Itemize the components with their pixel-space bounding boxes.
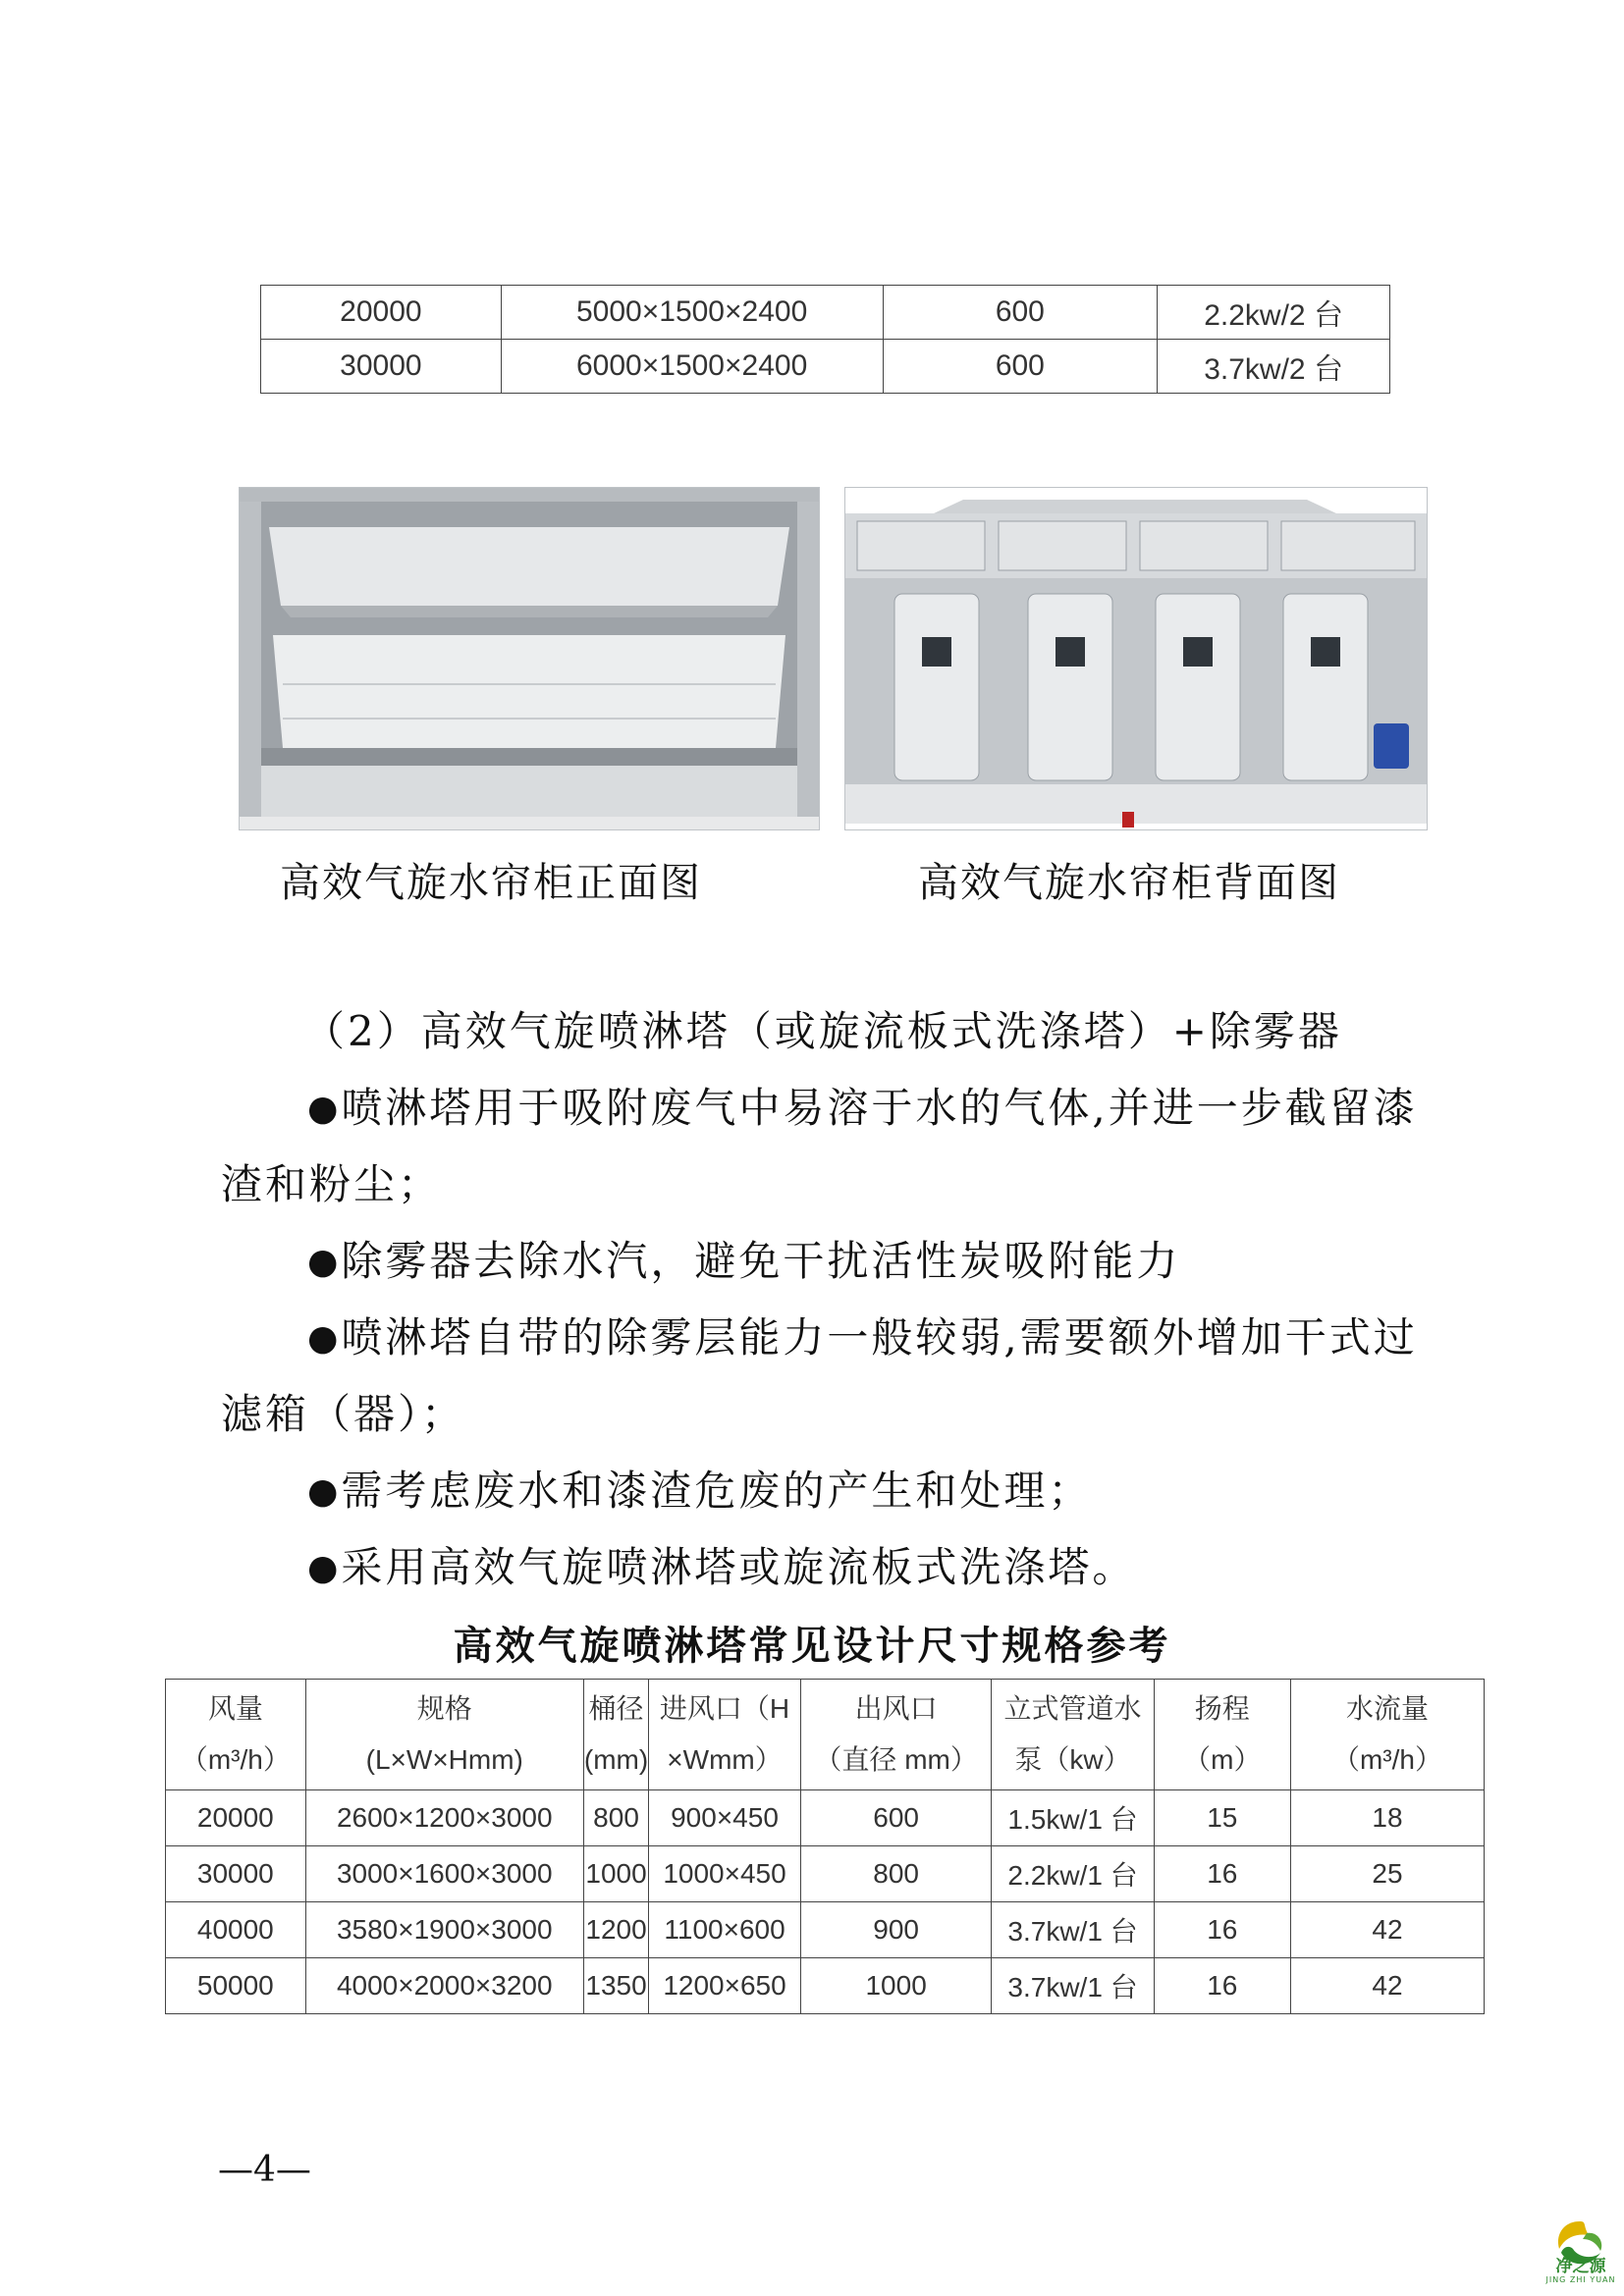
column-header: 出风口 （直径 mm） — [800, 1680, 992, 1790]
bullet-icon: ● — [307, 1242, 342, 1282]
bullet-text: 采用高效气旋喷淋塔或旋流板式洗涤塔。 — [341, 1543, 1137, 1591]
table-cell: 1.5kw/1 台 — [992, 1790, 1154, 1846]
brand-name: 净之源 — [1555, 2257, 1606, 2276]
back-view-caption: 高效气旋水帘柜背面图 — [918, 859, 1340, 906]
front-view-caption: 高效气旋水帘柜正面图 — [280, 859, 702, 906]
table-cell: 3580×1900×3000 — [305, 1902, 583, 1958]
table-cell: 40000 — [166, 1902, 306, 1958]
table-cell: 20000 — [166, 1790, 306, 1846]
table-cell: 50000 — [166, 1958, 306, 2014]
back-view-photo — [844, 487, 1428, 830]
column-header: 扬程 （m） — [1154, 1680, 1290, 1790]
bullet-icon: ● — [307, 1548, 342, 1588]
table-cell: 6000×1500×2400 — [501, 340, 883, 394]
table-cell: 16 — [1154, 1958, 1290, 2014]
table-row — [166, 1846, 1485, 1902]
section-heading — [221, 993, 1438, 1070]
brand-pinyin: JING ZHI YUAN — [1545, 2275, 1616, 2284]
table-cell: 1000×450 — [649, 1846, 801, 1902]
spec-table — [165, 1679, 1485, 2014]
column-header: 立式管道水 泵（kw） — [992, 1680, 1154, 1790]
column-header: 规格 (L×W×Hmm) — [305, 1680, 583, 1790]
table-cell: 3.7kw/2 台 — [1158, 340, 1390, 394]
table-row — [261, 286, 1390, 340]
table-cell: 18 — [1290, 1790, 1484, 1846]
front-view-photo — [239, 487, 820, 830]
table-cell: 2600×1200×3000 — [305, 1790, 583, 1846]
table-row — [261, 340, 1390, 394]
section-heading-text: （2）高效气旋喷淋塔（或旋流板式洗涤塔）+除雾器 — [303, 1007, 1342, 1055]
table-cell: 600 — [800, 1790, 992, 1846]
table-cell: 3.7kw/1 台 — [992, 1958, 1154, 2014]
table-cell: 2.2kw/1 台 — [992, 1846, 1154, 1902]
bullet-item — [221, 1453, 1438, 1530]
table-cell: 30000 — [166, 1846, 306, 1902]
table-cell: 16 — [1154, 1846, 1290, 1902]
table-cell: 1100×600 — [649, 1902, 801, 1958]
bullet-icon: ● — [307, 1318, 342, 1359]
table-cell: 1000 — [800, 1958, 992, 2014]
table-cell: 42 — [1290, 1958, 1484, 2014]
column-header: 桶径 (mm) — [583, 1680, 648, 1790]
bullet-item — [221, 1070, 1438, 1148]
table-cell: 900×450 — [649, 1790, 801, 1846]
spec-table-title: 高效气旋喷淋塔常见设计尺寸规格参考 — [453, 1623, 1171, 1669]
table-cell: 25 — [1290, 1846, 1484, 1902]
table-row — [166, 1958, 1485, 2014]
bullet-text: 需考虑废水和漆渣危废的产生和处理； — [341, 1467, 1093, 1515]
table-cell: 42 — [1290, 1902, 1484, 1958]
table-cell: 16 — [1154, 1902, 1290, 1958]
bullet-text: 喷淋塔用于吸附废气中易溶于水的气体,并进一步截留漆 — [341, 1084, 1418, 1132]
table-row — [166, 1790, 1485, 1846]
bullet-continuation — [221, 1376, 1438, 1453]
bullet-continuation — [221, 1147, 1438, 1223]
table-cell: 3.7kw/1 台 — [992, 1902, 1154, 1958]
column-header: 风量 （m³/h） — [166, 1680, 306, 1790]
table-cell: 4000×2000×3200 — [305, 1958, 583, 2014]
bullet-text: 喷淋塔自带的除雾层能力一般较弱,需要额外增加干式过 — [341, 1313, 1418, 1362]
table-row — [166, 1902, 1485, 1958]
bullet-icon: ● — [307, 1471, 342, 1512]
table-cell: 20000 — [261, 286, 502, 340]
bullet-text: 除雾器去除水汽，避免干扰活性炭吸附能力 — [341, 1237, 1181, 1285]
table-cell: 1200×650 — [649, 1958, 801, 2014]
table-cell: 600 — [883, 340, 1158, 394]
table-cell: 5000×1500×2400 — [501, 286, 883, 340]
table-cell: 2.2kw/2 台 — [1158, 286, 1390, 340]
table-cell: 1200 — [583, 1902, 648, 1958]
bullet-text: 渣和粉尘； — [221, 1160, 443, 1208]
table-cell: 15 — [1154, 1790, 1290, 1846]
table-cell: 1000 — [583, 1846, 648, 1902]
table-header-row — [166, 1680, 1485, 1790]
table-cell: 600 — [883, 286, 1158, 340]
bullet-text: 滤箱（器）； — [221, 1390, 466, 1438]
column-header: 水流量 （m³/h） — [1290, 1680, 1484, 1790]
table-cell: 30000 — [261, 340, 502, 394]
table-cell: 900 — [800, 1902, 992, 1958]
column-header: 进风口（H ×Wmm） — [649, 1680, 801, 1790]
table-cell: 800 — [583, 1790, 648, 1846]
table-cell: 3000×1600×3000 — [305, 1846, 583, 1902]
table-cell: 1350 — [583, 1958, 648, 2014]
bullet-item — [221, 1300, 1438, 1377]
bullet-item — [221, 1223, 1438, 1301]
bullet-icon: ● — [307, 1089, 342, 1129]
table-cell: 800 — [800, 1846, 992, 1902]
spec-table-continued — [260, 285, 1390, 394]
bullet-item — [221, 1529, 1438, 1607]
page-number: —4— — [218, 2150, 311, 2190]
